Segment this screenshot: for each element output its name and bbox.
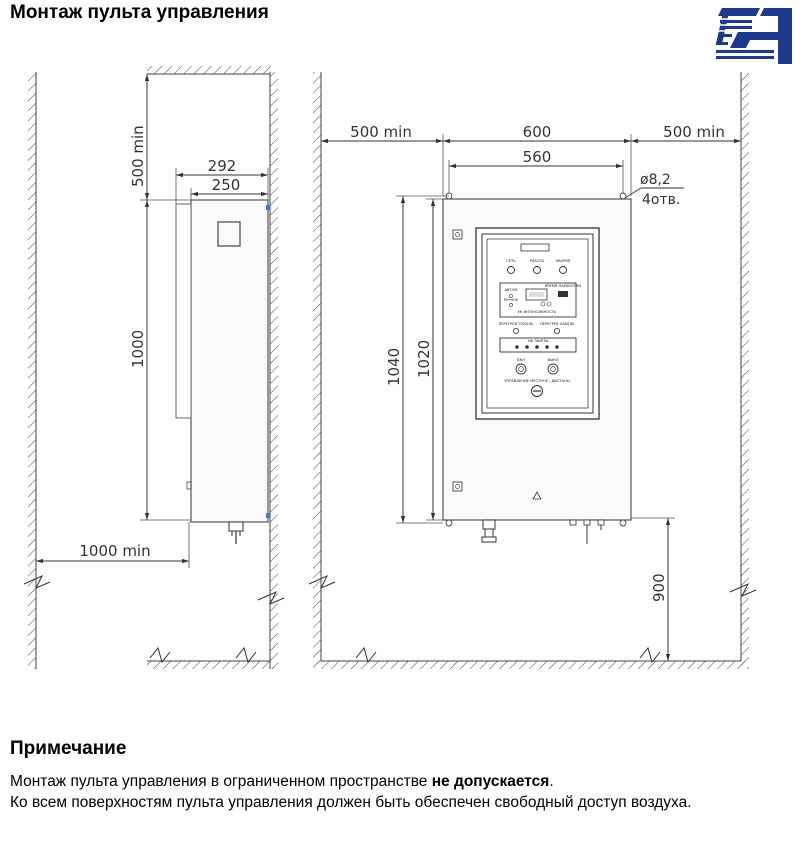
- label-control-mode: УПРАВЛЕНИЕ МЕСТНОЕ / ДИСТАНЦ: [504, 379, 570, 383]
- front-view: [309, 72, 756, 669]
- label-overheat-lamp: ПЕРЕГРЕВ ЛАМПЫ: [540, 322, 574, 326]
- dim-height-side: 1000: [129, 329, 147, 368]
- dim-floor-clearance: 900: [650, 573, 668, 602]
- button-on: [516, 364, 526, 374]
- mounting-drawing: [0, 60, 800, 680]
- floor-front: [317, 661, 745, 669]
- lamp-label-alarm: АВАРИЯ: [555, 259, 571, 263]
- lamp-label-network: СЕТЬ: [506, 259, 516, 263]
- label-uv-lamps: УФ ЛАМПЫ: [527, 339, 549, 343]
- door-profile: [176, 204, 191, 418]
- label-btn-off: ВЫКЛ: [547, 358, 559, 362]
- note-heading: Примечание: [10, 738, 127, 759]
- note-body: [10, 771, 780, 813]
- dim-depth-body: 250: [211, 176, 241, 194]
- side-view: [24, 66, 376, 669]
- page-title: Монтаж пульта управления: [10, 2, 269, 23]
- label-overheat-heater: ПЕРЕГРЕВ ТОКАЛЬ: [498, 322, 534, 326]
- wall-right-front: [741, 72, 749, 669]
- company-logo-icon: [716, 4, 793, 68]
- dim-clearance-left: 500 min: [350, 123, 412, 141]
- floor: [147, 661, 274, 669]
- dim-height-body: 1020: [415, 339, 433, 378]
- label-intensity: УК ИНТЕНСИВНОСТЬ: [517, 310, 557, 314]
- note-emphasis: не допускается: [431, 773, 550, 790]
- label-auto: АВТОМ: [504, 288, 518, 292]
- label-runtime: ВРЕМЯ НАРАБОТКИ: [544, 284, 582, 288]
- dim-depth-overall: 292: [207, 157, 237, 175]
- label-btn-on: ВКЛ: [517, 358, 525, 362]
- dim-clearance-front: 1000 min: [79, 542, 151, 560]
- panel-nameplate: [521, 244, 549, 251]
- dim-height-overall: 1040: [385, 347, 403, 386]
- dim-width-overall: 600: [522, 123, 552, 141]
- hole-count: 4отв.: [642, 192, 681, 208]
- cabinet-side: [191, 200, 268, 522]
- button-off: [548, 364, 558, 374]
- dim-mount-spacing: 560: [522, 148, 552, 166]
- dim-clearance-right: 500 min: [663, 123, 725, 141]
- lamp-label-work: РАБОТА: [529, 259, 545, 263]
- note-line-1: Монтаж пульта управления в ограниченном пространстве не допускается.: [10, 773, 554, 790]
- hole-diameter: ø8,2: [640, 172, 671, 188]
- back-wall: [270, 72, 278, 669]
- dim-clearance-top: 500 min: [129, 125, 147, 187]
- label-manual: РУЧНОЕ: [503, 298, 519, 302]
- ceiling: [147, 66, 274, 74]
- note-line-2: Ко всем поверхностям пульта управления должен быть обеспечен свободный доступ воздуха.: [10, 794, 692, 811]
